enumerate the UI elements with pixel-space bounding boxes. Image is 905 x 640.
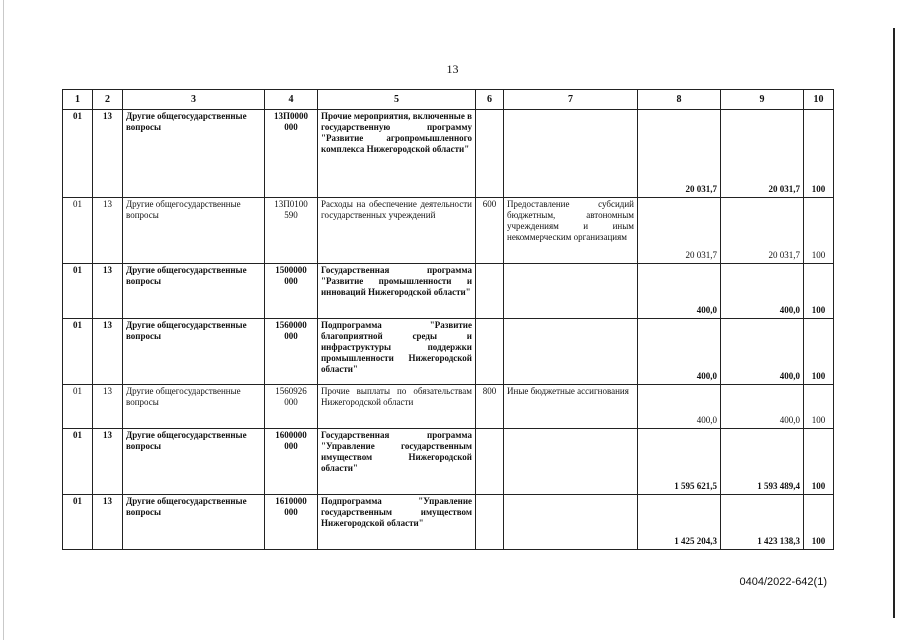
subsection-code: 13 [93, 198, 123, 264]
scan-right-edge [893, 28, 895, 618]
expense-type-code: 800 [476, 385, 504, 429]
budget-table [62, 89, 834, 550]
article-name: Подпрограмма "Управление государственным имуществом Нижегородской области" [318, 495, 476, 550]
header-cell: 6 [476, 90, 504, 110]
amount-plan: 400,0 [638, 385, 721, 429]
header-cell: 2 [93, 90, 123, 110]
header-cell: 1 [63, 90, 93, 110]
article-name: Расходы на обеспечение деятельности государственных учреждений [318, 198, 476, 264]
expense-type-name [504, 110, 638, 198]
section-code: 01 [63, 495, 93, 550]
header-cell: 5 [318, 90, 476, 110]
expense-type-code [476, 495, 504, 550]
subsection-code: 13 [93, 385, 123, 429]
target-code: 13П0000 000 [265, 110, 318, 198]
expense-type-code [476, 429, 504, 495]
section-name: Другие общегосударственные вопросы [123, 495, 265, 550]
expense-type-name [504, 495, 638, 550]
amount-fact: 1 593 489,4 [721, 429, 804, 495]
article-name: Подпрограмма "Развитие благоприятной среды и инфраструктуры поддержки промышленности Нижегородской области" [318, 319, 476, 385]
expense-type-code [476, 110, 504, 198]
section-name: Другие общегосударственные вопросы [123, 319, 265, 385]
section-name: Другие общегосударственные вопросы [123, 198, 265, 264]
article-name: Прочие мероприятия, включенные в государственную программу "Развитие агропромышленного комплекса Нижегородской области" [318, 110, 476, 198]
table-row [63, 495, 834, 550]
amount-fact: 400,0 [721, 264, 804, 319]
header-cell: 8 [638, 90, 721, 110]
section-code: 01 [63, 429, 93, 495]
header-cell: 3 [123, 90, 265, 110]
amount-fact: 400,0 [721, 385, 804, 429]
subsection-code: 13 [93, 495, 123, 550]
expense-type-name [504, 264, 638, 319]
subsection-code: 13 [93, 264, 123, 319]
expense-type-name: Иные бюджетные ассигнования [504, 385, 638, 429]
percent: 100 [804, 319, 834, 385]
table-row [63, 264, 834, 319]
section-code: 01 [63, 319, 93, 385]
header-row [63, 90, 834, 110]
amount-plan: 400,0 [638, 264, 721, 319]
expense-type-name: Предоставление субсидий бюджетным, автономным учреждениям и иным некоммерческим организациям [504, 198, 638, 264]
expense-type-name [504, 319, 638, 385]
target-code: 1560000 000 [265, 319, 318, 385]
table-row [63, 429, 834, 495]
table-row [63, 319, 834, 385]
target-code: 1600000 000 [265, 429, 318, 495]
expense-type-code: 600 [476, 198, 504, 264]
header-cell: 4 [265, 90, 318, 110]
article-name: Государственная программа "Управление государственным имуществом Нижегородской области" [318, 429, 476, 495]
target-code: 1560926 000 [265, 385, 318, 429]
amount-fact: 400,0 [721, 319, 804, 385]
section-name: Другие общегосударственные вопросы [123, 264, 265, 319]
amount-plan: 20 031,7 [638, 198, 721, 264]
amount-plan: 400,0 [638, 319, 721, 385]
header-cell: 10 [804, 90, 834, 110]
subsection-code: 13 [93, 319, 123, 385]
article-name: Прочие выплаты по обязательствам Нижегородской области [318, 385, 476, 429]
amount-plan: 1 595 621,5 [638, 429, 721, 495]
target-code: 1500000 000 [265, 264, 318, 319]
article-name: Государственная программа "Развитие промышленности и инноваций Нижегородской области" [318, 264, 476, 319]
section-code: 01 [63, 110, 93, 198]
section-code: 01 [63, 385, 93, 429]
amount-plan: 20 031,7 [638, 110, 721, 198]
target-code: 13П0100 590 [265, 198, 318, 264]
section-name: Другие общегосударственные вопросы [123, 385, 265, 429]
header-cell: 7 [504, 90, 638, 110]
page-number: 13 [446, 62, 459, 76]
subsection-code: 13 [93, 429, 123, 495]
scan-left-edge [3, 0, 4, 640]
expense-type-code [476, 319, 504, 385]
percent: 100 [804, 198, 834, 264]
section-name: Другие общегосударственные вопросы [123, 110, 265, 198]
expense-type-code [476, 264, 504, 319]
section-code: 01 [63, 264, 93, 319]
percent: 100 [804, 110, 834, 198]
amount-fact: 20 031,7 [721, 198, 804, 264]
target-code: 1610000 000 [265, 495, 318, 550]
amount-fact: 1 423 138,3 [721, 495, 804, 550]
percent: 100 [804, 264, 834, 319]
percent: 100 [804, 495, 834, 550]
section-name: Другие общегосударственные вопросы [123, 429, 265, 495]
percent: 100 [804, 385, 834, 429]
subsection-code: 13 [93, 110, 123, 198]
section-code: 01 [63, 198, 93, 264]
header-cell: 9 [721, 90, 804, 110]
amount-fact: 20 031,7 [721, 110, 804, 198]
expense-type-name [504, 429, 638, 495]
percent: 100 [804, 429, 834, 495]
table-row [63, 198, 834, 264]
document-code: 0404/2022-642(1) [739, 576, 827, 588]
amount-plan: 1 425 204,3 [638, 495, 721, 550]
table-row [63, 110, 834, 198]
table-row [63, 385, 834, 429]
